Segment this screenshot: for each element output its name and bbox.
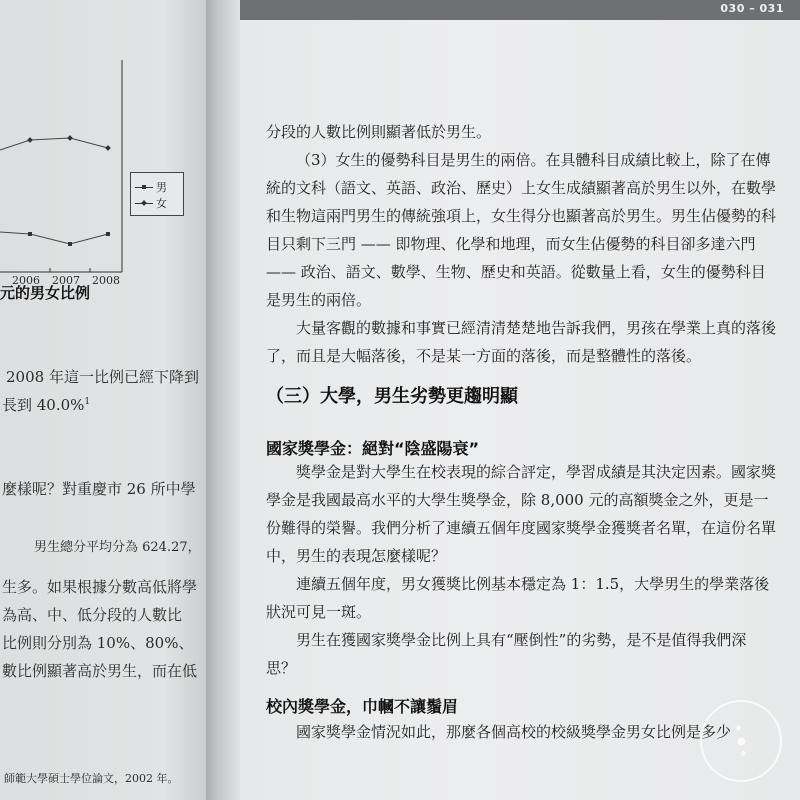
subsection-title: 國家獎學金：絕對“陰盛陽衰” [266, 439, 480, 458]
left-line: 長到 40.0%$^1$ [2, 396, 91, 414]
paragraph: 連續五個年度，男女獲獎比例基本穩定為 1：1.5，大學男生的學業落後狀況可見一斑。 [266, 575, 770, 621]
paragraph: 大量客觀的數據和事實已經清清楚楚地告訴我們，男孩在學業上真的落後了，而且是大幅落後，不是某一方面的落後，而是整體性的落後。 [266, 319, 777, 365]
left-page [0, 0, 206, 800]
paragraph: 男生在獲國家獎學金比例上具有“壓倒性”的劣勢，是不是值得我們深思？ [266, 631, 747, 677]
page-header [240, 0, 800, 20]
legend-item-female: 女 [135, 195, 167, 211]
left-line: 麼樣呢？對重慶市 26 所中學 [2, 480, 196, 498]
chart-legend [130, 172, 184, 216]
section-title: （三）大學，男生劣勢更趨明顯 [266, 386, 518, 407]
right-page [240, 0, 800, 800]
left-line: 為高、中、低分段的人數比 [2, 606, 183, 624]
left-line: 數比例顯著高於男生，而在低 [2, 662, 198, 680]
left-line: 生多。如果根據分數高低將學 [2, 578, 198, 596]
store-watermark-logo: ★ ● ★ [692, 692, 789, 789]
male-marker-icon [135, 187, 153, 188]
left-line: 2008 年這一比例已經下降到 [6, 368, 199, 386]
body-block-2 [266, 458, 776, 682]
paragraph: 國家獎學金情況如此，那麼各個高校的校級獎學金男女比例是多少 [296, 723, 732, 741]
subsection-title: 校內獎學金，巾幗不讓鬚眉 [266, 697, 459, 716]
line-chart-fragment [0, 0, 206, 290]
footnote: 師範大學碩士學位論文，2002 年。 [4, 772, 179, 785]
paragraph: （3）女生的優勢科目是男生的兩倍。在具體科目成績比較上，除了在傳統的文科（語文、英語、政治、歷史）上女生成績顯著高於男生以外，在數學和生物這兩門男生的傳統強項上，女生得分也顯著高於男生。男生佔優勢的科目只剩下三門 —— 即物理、化學和地理，而女生佔優勢的科目卻多達六門 —— 政治、語文、數學、生物、歷史和英語。從數量上看，女生的優勢科目是男生的兩倍。 [266, 151, 777, 309]
figure-caption: 元的男女比例 [0, 284, 91, 302]
left-line: 男生總分平均分為 624.27， [34, 540, 201, 555]
paragraph: 獎學金是對大學生在校表現的綜合評定，學習成績是其決定因素。國家獎學金是我國最高水平的大學生獎學金，除 8,000 元的高額獎金之外，更是一份難得的榮譽。我們分析了連續五個年度國家獎學金獲獎者名單，在這份名單中，男生的表現怎麼樣呢？ [266, 463, 777, 565]
page-number: 030 – 031 [720, 2, 784, 15]
left-line: 比例則分別為 10%、80%、 [2, 634, 194, 652]
book-gutter [206, 0, 240, 800]
body-block-1 [266, 118, 776, 370]
x-tick: 2008 [92, 274, 120, 287]
x-tick: 2006 [12, 274, 40, 287]
legend-item-male: 男 [135, 179, 167, 195]
paragraph: 分段的人數比例則顯著低於男生。 [266, 123, 492, 141]
x-tick: 2007 [52, 274, 80, 287]
female-marker-icon [135, 203, 153, 204]
